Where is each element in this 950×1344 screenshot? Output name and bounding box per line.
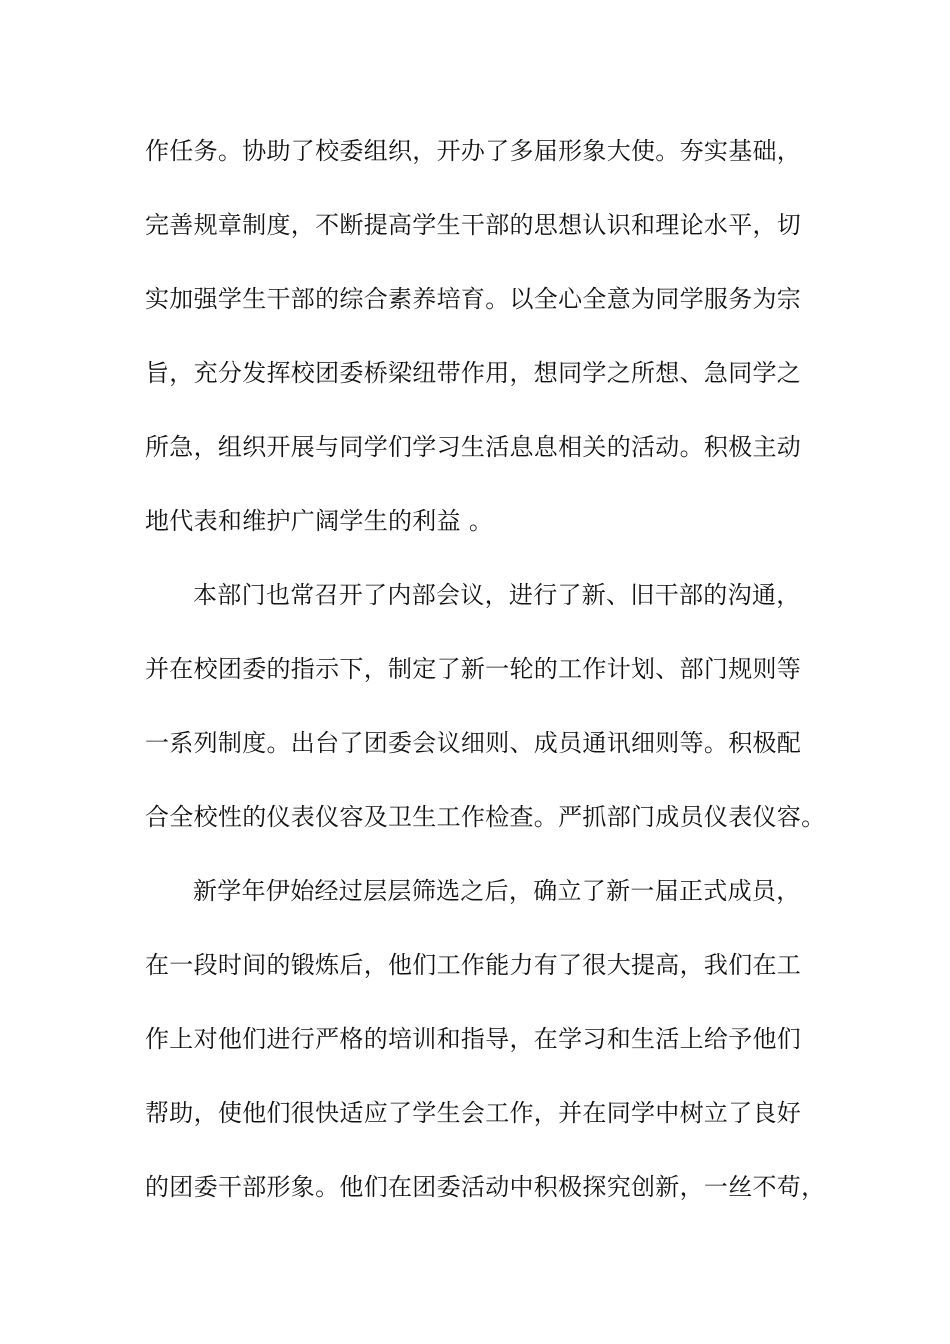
- text-line-1: 作任务。协助了校委组织，开办了多届形象大使。夯实基础，: [145, 137, 802, 165]
- text-line-15: 的团委干部形象。他们在团委活动中积极探究创新，一丝不苟，: [145, 1173, 826, 1201]
- text-line-12: 在一段时间的锻炼后，他们工作能力有了很大提高，我们在工: [145, 951, 802, 979]
- text-line-4: 旨，充分发挥校团委桥梁纽带作用，想同学之所想、急同学之: [145, 359, 802, 387]
- paragraph-2-first-line: 本部门也常召开了内部会议，进行了新、旧干部的沟通，: [193, 581, 801, 609]
- text-line-9: 一系列制度。出台了团委会议细则、成员通讯细则等。积极配: [145, 729, 802, 757]
- text-line-2: 完善规章制度，不断提高学生干部的思想认识和理论水平，切: [145, 211, 802, 239]
- paragraph-3-first-line: 新学年伊始经过层层筛选之后，确立了新一届正式成员，: [193, 877, 801, 905]
- text-line-8: 并在校团委的指示下，制定了新一轮的工作计划、部门规则等: [145, 655, 802, 683]
- text-line-10: 合全校性的仪表仪容及卫生工作检查。严抓部门成员仪表仪容。: [145, 803, 826, 831]
- text-line-5: 所急，组织开展与同学们学习生活息息相关的活动。积极主动: [145, 433, 802, 461]
- text-line-3: 实加强学生干部的综合素养培育。以全心全意为同学服务为宗: [145, 285, 802, 313]
- text-line-13: 作上对他们进行严格的培训和指导，在学习和生活上给予他们: [145, 1025, 802, 1053]
- text-line-14: 帮助，使他们很快适应了学生会工作，并在同学中树立了良好: [145, 1099, 802, 1127]
- text-line-6: 地代表和维护广阔学生的利益 。: [145, 507, 494, 535]
